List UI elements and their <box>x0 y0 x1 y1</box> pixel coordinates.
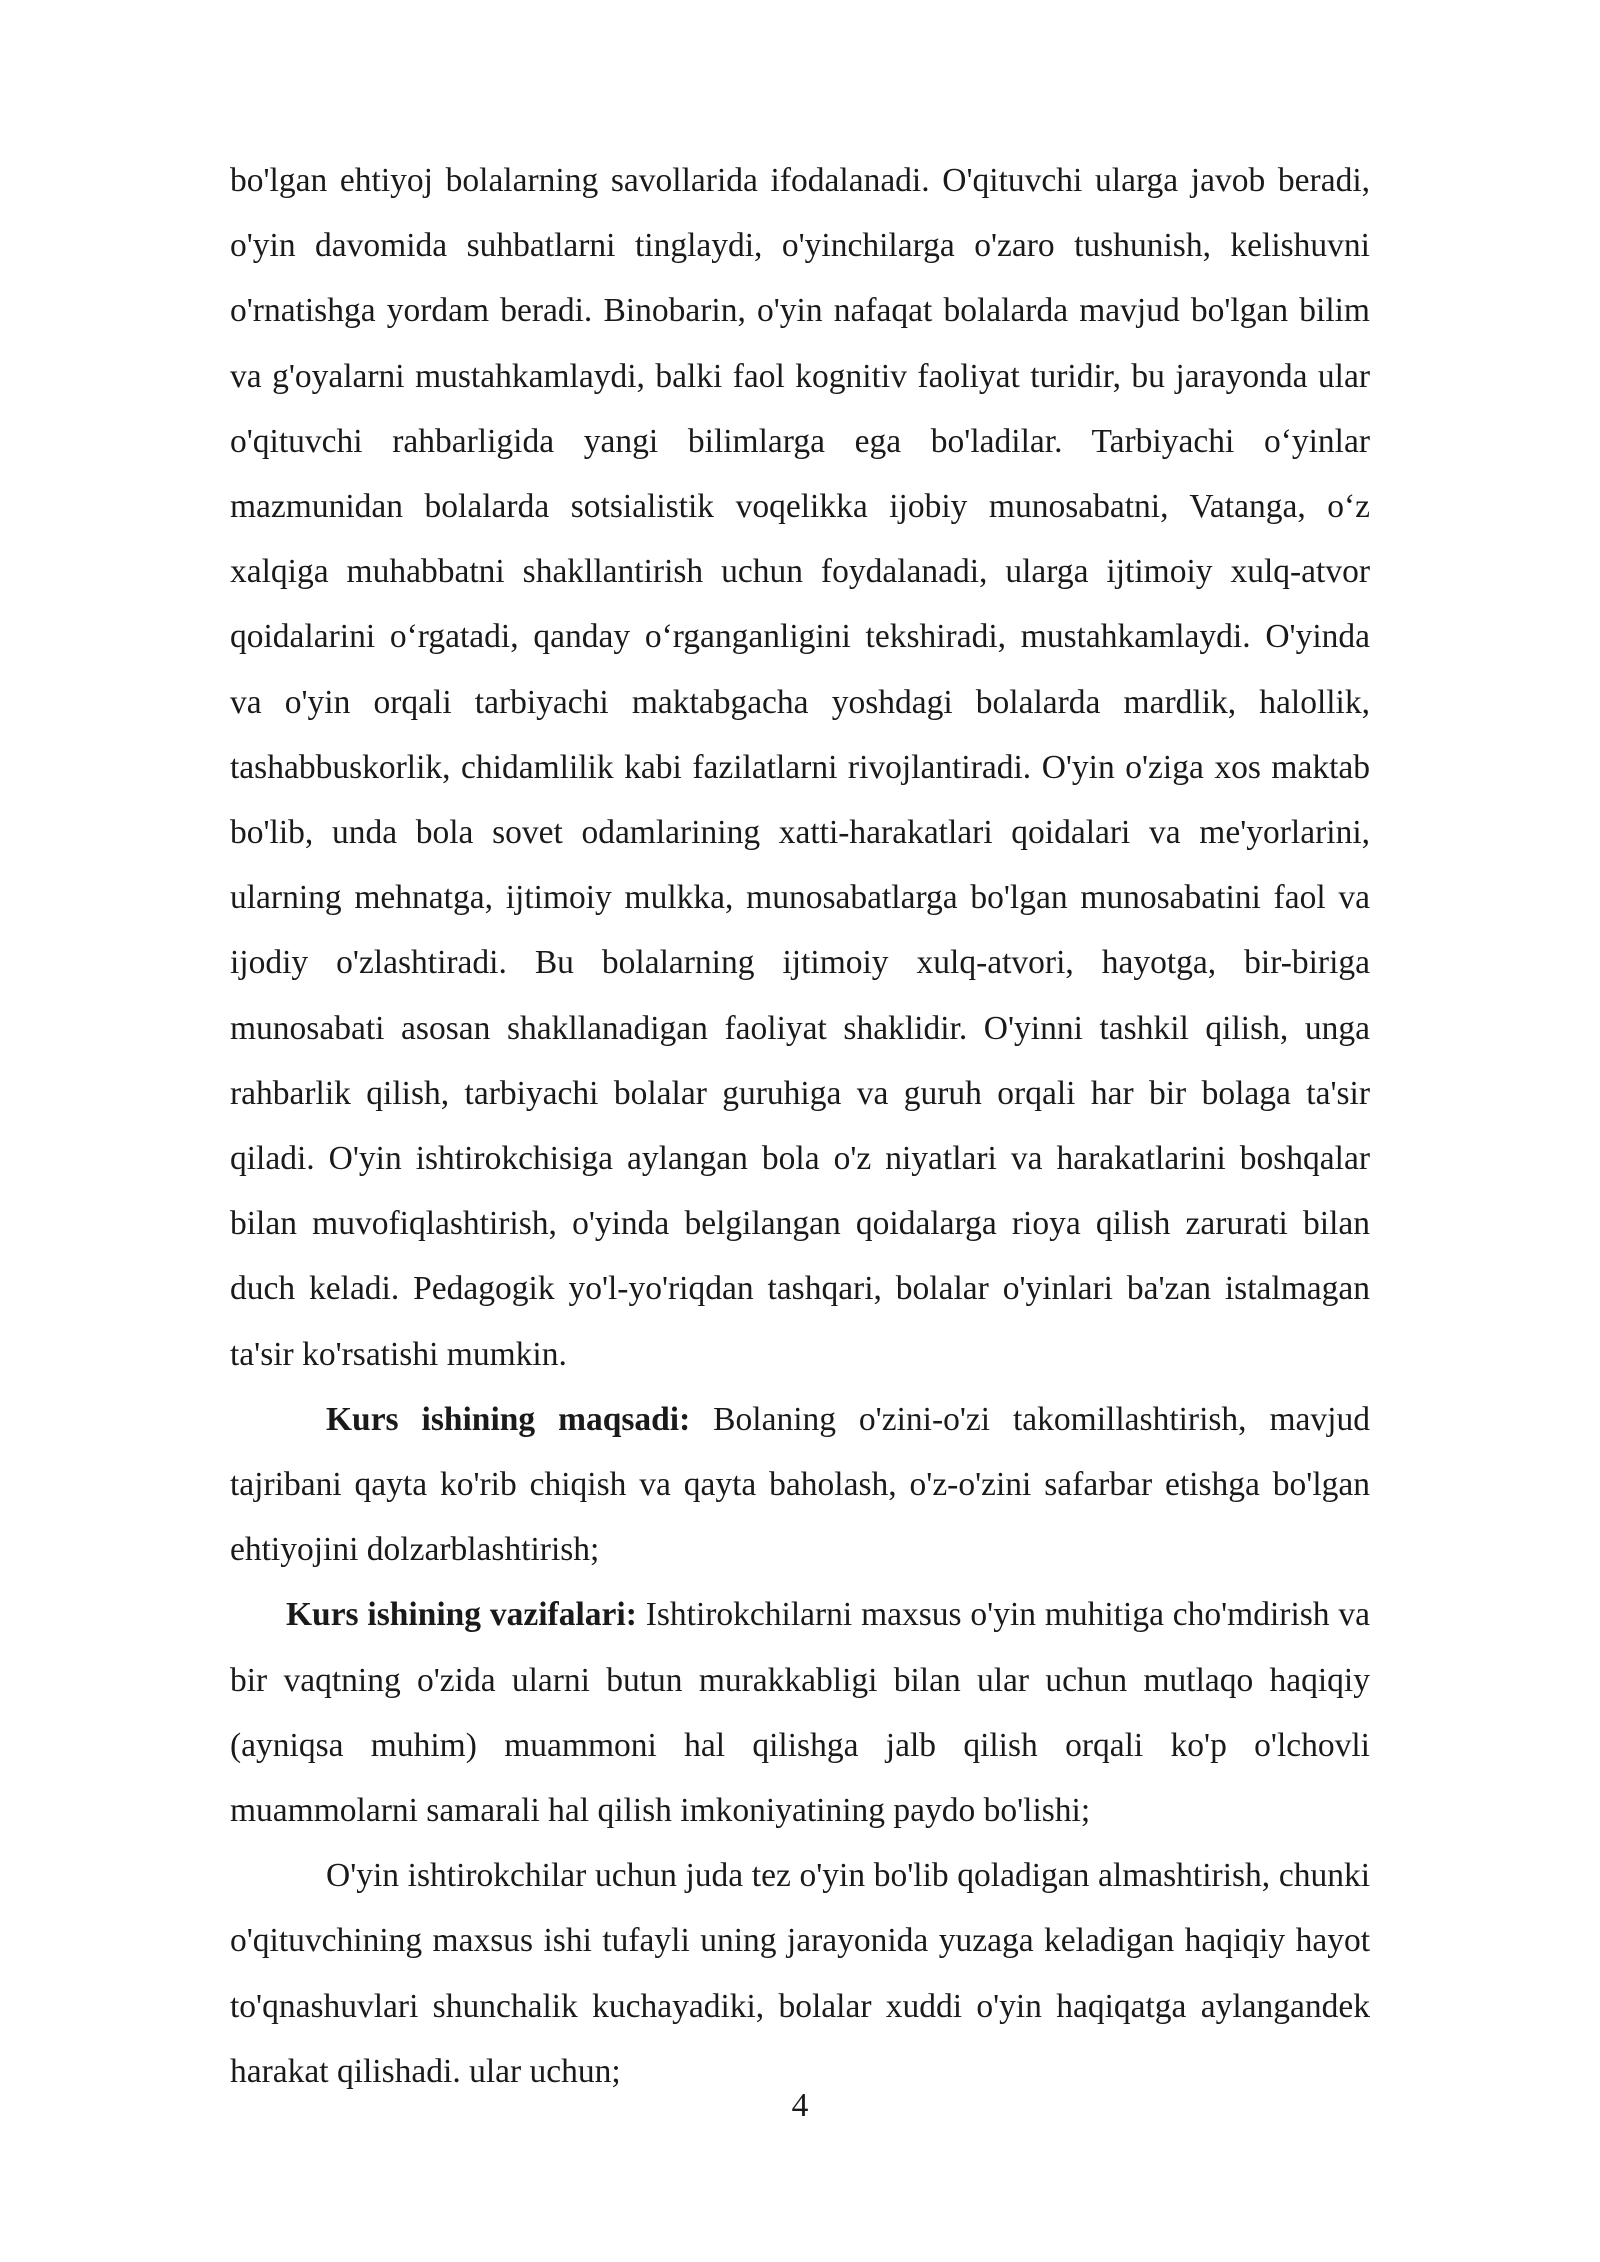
paragraph-intro <box>230 148 1370 1387</box>
goal-text: Bolaning o'zini-o'zi takomillashtirish, mavjud tajribani qayta ko'rib chiqish va qayta baholash, o'z-o'zini safarbar etishga bo'lgan ehtiyojini dolzarblashtirish; <box>230 1400 1370 1569</box>
paragraph-game <box>230 1843 1370 2104</box>
paragraph-goal <box>230 1387 1370 1583</box>
paragraph-tasks <box>230 1582 1370 1843</box>
tasks-text: Ishtirokchilarni maxsus o'yin muhitiga cho'mdirish va bir vaqtning o'zida ularni butun murakkabligi bilan ular uchun mutlaqo haqiqiy (ayniqsa muhim) muammoni hal qilishga jalb qilish orqali ko'p o'lchovli muammolarni samarali hal qilish imkoniyatining paydo bo'lishi; <box>230 1596 1371 1830</box>
paragraph-game-text: O'yin ishtirokchilar uchun juda tez o'yin bo'lib qoladigan almashtirish, chunki o'qituvchining maxsus ishi tufayli uning jarayonida yuzaga keladigan haqiqiy hayot to'qnashuvlari shunchalik kuchayadiki, bolalar xuddi o'yin haqiqatga aylangandek harakat qilishadi. ular uchun; <box>230 1857 1370 2090</box>
tasks-heading: Kurs ishining vazifalari: <box>286 1596 637 1634</box>
page-number: 4 <box>791 2087 809 2124</box>
paragraph-intro-text: bo'lgan ehtiyoj bolalarning savollarida ifodalanadi. O'qituvchi ularga javob beradi, o'yin davomida suhbatlarni tinglaydi, o'yinchilarga o'zaro tushunish, kelishuvni o'rnatishga yordam beradi. Binobarin, o'yin nafaqat bolalarda mavjud bo'lgan bilim va g'oyalarni mustahkamlaydi, balki faol kognitiv faoliyat turidir, bu jarayonda ular o'qituvchi rahbarligida yangi bilimlarga ega bo'ladilar. Tarbiyachi o‘yinlar mazmunidan bolalarda sotsialistik voqelikka ijobiy munosabatni, Vatanga, o‘z xalqiga muhabbatni shakllantirish uchun foydalanadi, ularga ijtimoiy xulq-atvor qoidalarini o‘rgatadi, qanday o‘rganganligini tekshiradi, mustahkamlaydi. O'yinda va o'yin orqali tarbiyachi maktabgacha yoshdagi bolalarda mardlik, halollik, tashabbuskorlik, chidamlilik kabi fazilatlarni rivojlantiradi. O'yin o'ziga xos maktab bo'lib, unda bola sovet odamlarining xatti-harakatlari qoidalari va me'yorlarini, ularning mehnatga, ijtimoiy mulkka, munosabatlarga bo'lgan munosabatini faol va ijodiy o'zlashtiradi. Bu bolalarning ijtimoiy xulq-atvori, hayotga, bir-biriga munosabati asosan shakllanadigan faoliyat shaklidir. O'yinni tashkil qilish, unga rahbarlik qilish, tarbiyachi bolalar guruhiga va guruh orqali har bir bolaga ta'sir qiladi. O'yin ishtirokchisiga aylangan bola o'z niyatlari va harakatlarini boshqalar bilan muvofiqlashtirish, o'yinda belgilangan qoidalarga rioya qilish zarurati bilan duch keladi. Pedagogik yo'l-yo'riqdan tashqari, bolalar o'yinlari ba'zan istalmagan ta'sir ko'rsatishi mumkin. <box>230 162 1370 1373</box>
goal-heading: Kurs ishining maqsadi: <box>326 1400 691 1438</box>
body-text <box>230 148 1370 2104</box>
